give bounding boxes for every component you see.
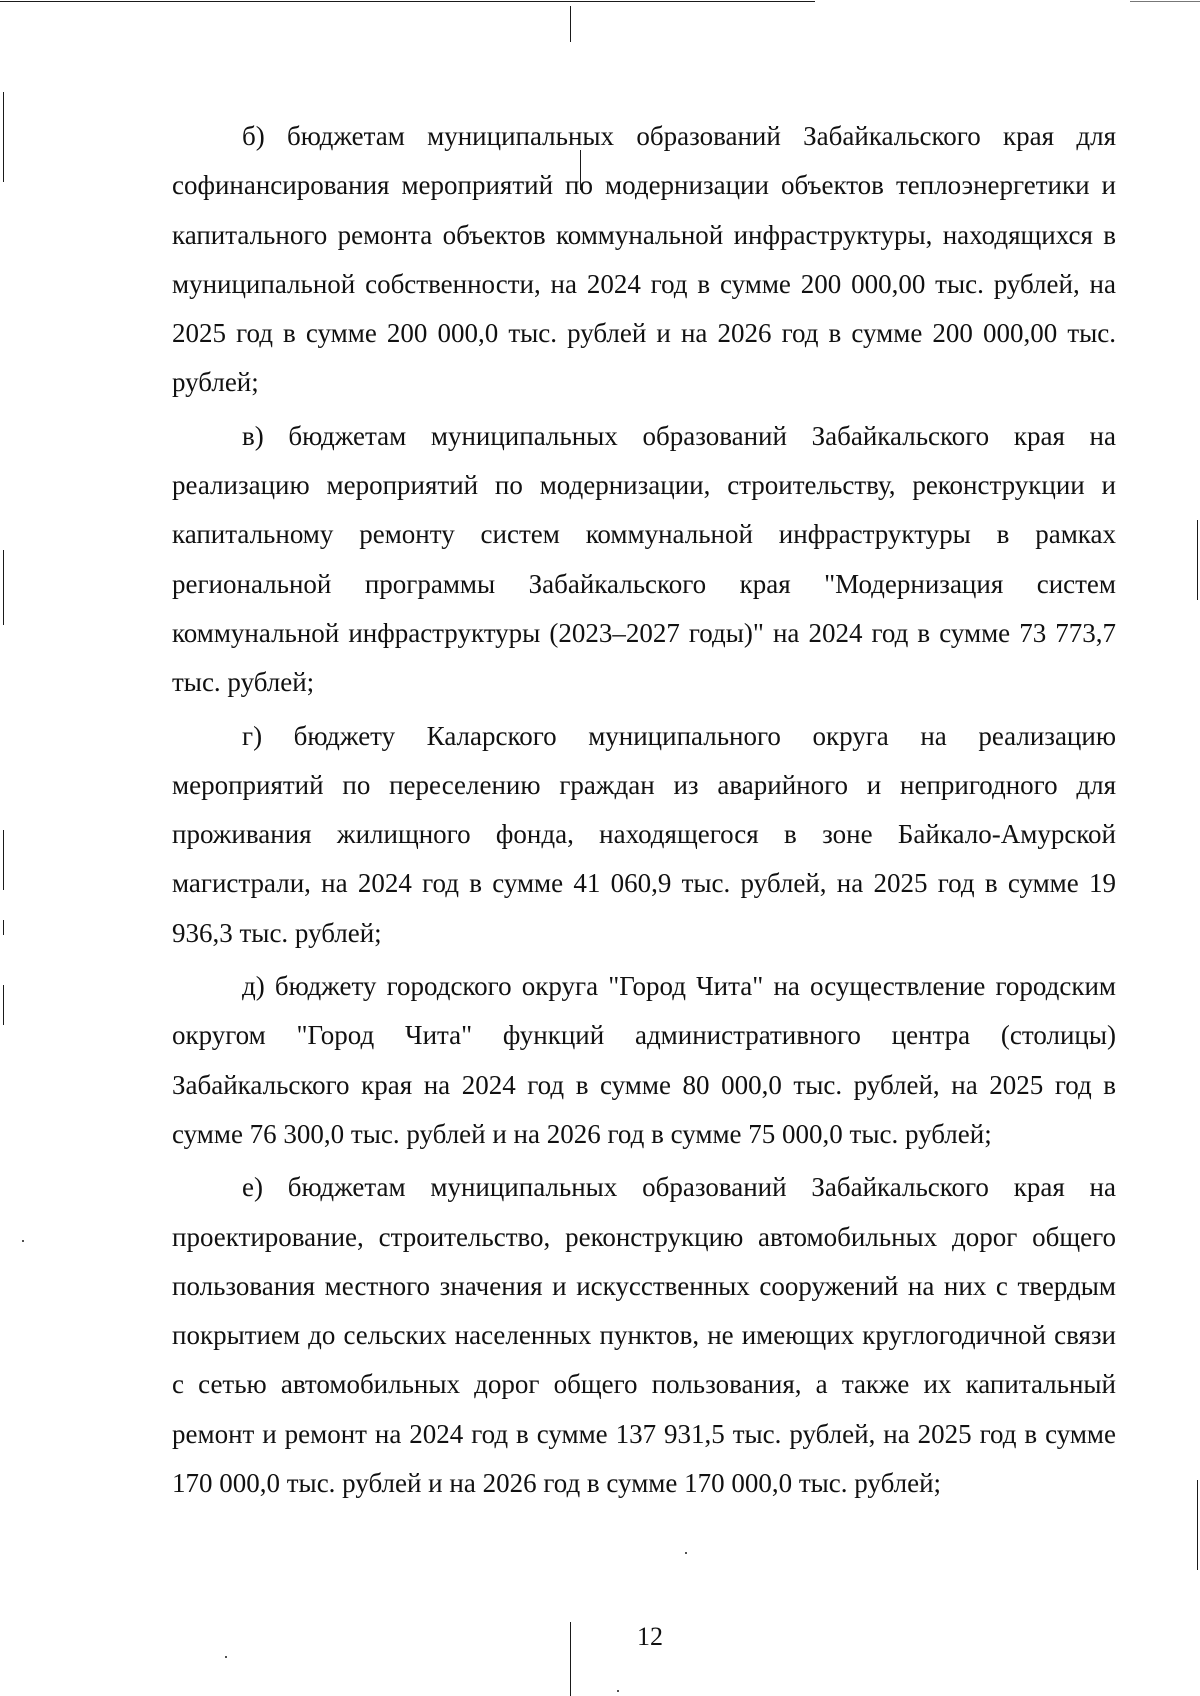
scan-artifact-left-mark: [3, 830, 4, 890]
paragraph-b: б) бюджетам муниципальных образований Забайкальского края для софинансирования мероприятий по модернизации объектов теплоэнергетики и капитального ремонта объектов коммунальной инфраструктуры, находящихся в муниципальной собственности, на 2024 год в сумме 200 000,00 тыс. рублей, на 2025 год в сумме 200 000,0 тыс. рублей и на 2026 год в сумме 200 000,00 тыс. рублей;: [172, 121, 1116, 398]
scan-artifact-dot: [225, 1656, 227, 1658]
paragraph-v: в) бюджетам муниципальных образований Забайкальского края на реализацию мероприятий по модернизации, строительству, реконструкции и капитальному ремонту систем коммунальной инфраструктуры в рамках региональной программы Забайкальского края "Модернизация систем коммунальной инфраструктуры (2023–2027 годы)" на 2024 год в сумме 73 773,7 тыс. рублей;: [172, 420, 1116, 698]
paragraph-g: г) бюджету Каларского муниципального округа на реализацию мероприятий по переселению граждан из аварийного и непригодного для проживания жилищного фонда, находящегося в зоне Байкало-Амурской магистрали, на 2024 год в сумме 41 060,9 тыс. рублей, на 2025 год в сумме 19 936,3 тыс. рублей;: [172, 720, 1116, 948]
scan-artifact-top-tick: [570, 6, 571, 42]
scan-artifact-dot: [617, 1690, 619, 1692]
scan-artifact-top-line-right: [1130, 1, 1200, 2]
scan-artifact-top-line: [0, 1, 815, 2]
scan-artifact-left-mark: [3, 985, 4, 1025]
page-number: 12: [637, 1622, 663, 1651]
scan-artifact-dot: [22, 1240, 24, 1242]
body-text: [172, 112, 1116, 1512]
scan-artifact-left-mark: [3, 920, 4, 935]
scan-artifact-dot: [685, 1552, 687, 1554]
scan-artifact-right-mark: [1197, 1480, 1198, 1570]
scan-artifact-right-mark: [1197, 520, 1198, 600]
scan-artifact-left-mark: [3, 550, 4, 625]
paragraph-e: е) бюджетам муниципальных образований Забайкальского края на проектирование, строительство, реконструкцию автомобильных дорог общего пользования местного значения и искусственных сооружений на них с твердым покрытием до сельских населенных пунктов, не имеющих круглогодичной связи с сетью автомобильных дорог общего пользования, а также их капитальный ремонт и ремонт на 2024 год в сумме 137 931,5 тыс. рублей, на 2025 год в сумме 170 000,0 тыс. рублей и на 2026 год в сумме 170 000,0 тыс. рублей;: [172, 1172, 1116, 1499]
scan-artifact-left-mark: [3, 92, 4, 182]
paragraph-d: д) бюджету городского округа "Город Чита" на осуществление городским округом "Город Чита" функций административного центра (столицы) Забайкальского края на 2024 год в сумме 80 000,0 тыс. рублей, на 2025 год в сумме 76 300,0 тыс. рублей и на 2026 год в сумме 75 000,0 тыс. рублей;: [172, 971, 1116, 1149]
